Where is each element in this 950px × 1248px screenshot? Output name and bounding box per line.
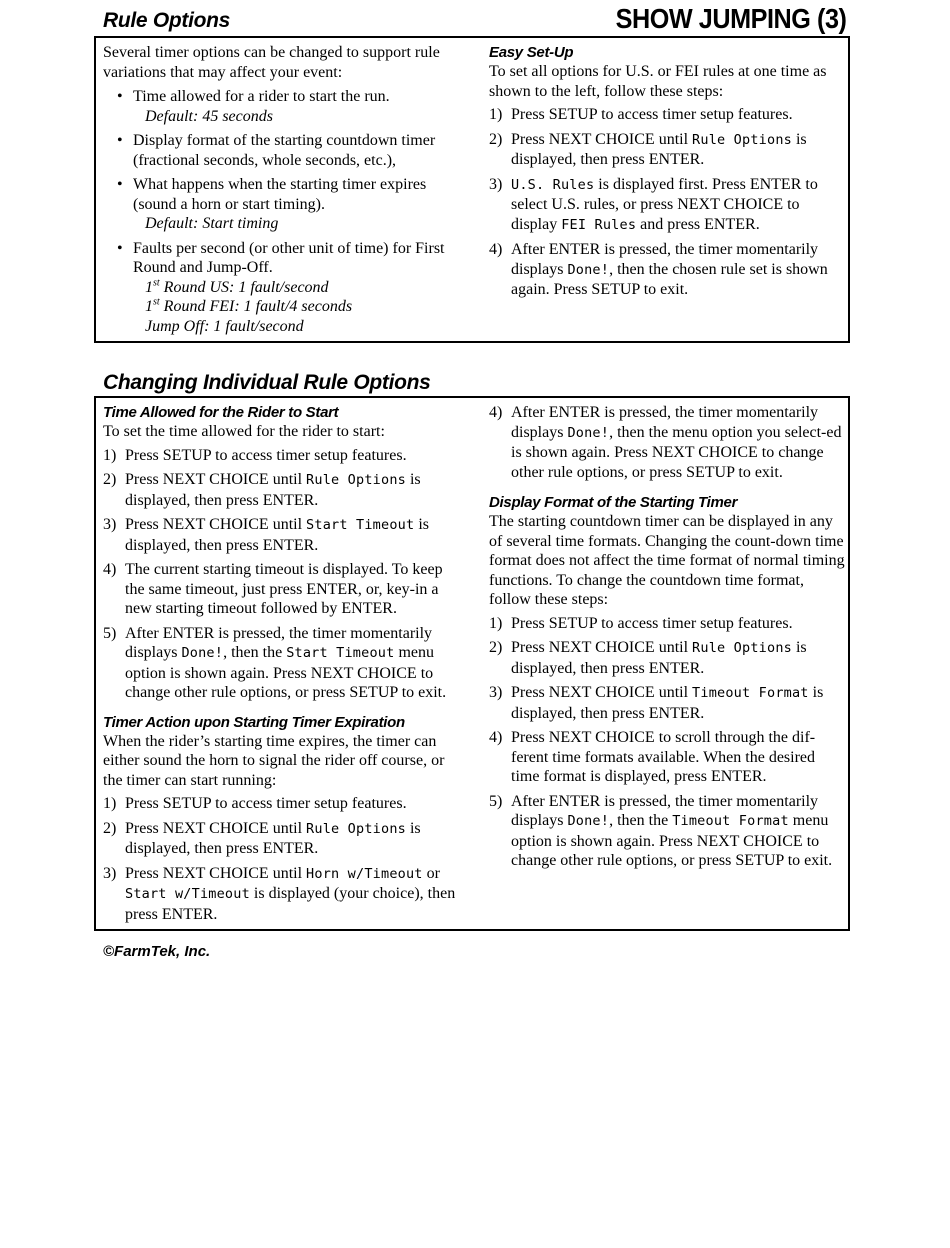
display-format-steps (489, 614, 847, 871)
time-allowed-intro: To set the time allowed for the rider to start: (103, 423, 385, 440)
timer-action-steps (103, 794, 463, 924)
list-item: 3) Press NEXT CHOICE until Horn w/Timeout or Start w/Timeout is displayed (your choice), then press ENTER. (103, 864, 456, 923)
list-item: 4) Press NEXT CHOICE to scroll through the dif-ferent time formats available. When the desired time format is displayed, press ENTER. (489, 729, 816, 785)
timer-action-title: Timer Action upon Starting Timer Expiration (103, 713, 405, 731)
default-value: 1st Round FEI: 1 fault/4 seconds (145, 296, 353, 315)
list-item: 1) Press SETUP to access timer setup features. (489, 614, 793, 632)
list-item: 2) Press NEXT CHOICE until Rule Options is displayed, then press ENTER. (103, 471, 421, 509)
list-item: 4) After ENTER is pressed, the timer momentarily displays Done!, then the chosen rule set is shown again. Press SETUP to exit. (489, 241, 828, 298)
rule-options-left-column (103, 43, 465, 341)
list-item: 5) After ENTER is pressed, the timer momentarily displays Done!, then the Timeout Format menu option is shown again. Press NEXT CHOICE to change other rule options, or press SETUP to exit. (489, 792, 833, 869)
list-item: 5) After ENTER is pressed, the timer momentarily displays Done!, then the Start Timeout menu option is shown again. Press NEXT CHOICE to change other rule options, or press SETUP to exit. (103, 624, 447, 701)
lcd-text: Rule Options (692, 131, 792, 148)
easy-setup-column (489, 43, 844, 305)
list-item: 2) Press NEXT CHOICE until Rule Options is displayed, then press ENTER. (103, 819, 421, 857)
time-allowed-steps (103, 446, 463, 703)
lcd-text: FEI Rules (561, 216, 637, 233)
list-item: • Display format of the starting countdown timer (fractional seconds, whole seconds, etc.), (117, 131, 465, 170)
display-format-title: Display Format of the Starting Timer (489, 494, 738, 511)
list-item: 3) Press NEXT CHOICE until Timeout Format is displayed, then press ENTER. (489, 684, 824, 722)
changing-left-column (103, 403, 463, 929)
list-item: 1) Press SETUP to access timer setup features. (103, 795, 407, 812)
easy-setup-title: Easy Set-Up (489, 44, 574, 61)
chapter-title: SHOW JUMPING (3) (615, 3, 846, 34)
lcd-text: Start w/Timeout (125, 886, 250, 902)
lcd-text: Done! (567, 424, 610, 441)
list-item: 3) U.S. Rules is displayed first. Press ENTER to select U.S. rules, or press NEXT CHOICE to display FEI Rules and press ENTER. (489, 175, 818, 233)
list-item: • Time allowed for a rider to start the run. Default: 45 seconds (117, 87, 465, 126)
display-format-intro: The starting countdown timer can be displayed in any of several time formats. Changing the count-down time format does not affect the time format of normal timing functions. To change the countdown time format, follow these steps: (489, 513, 845, 608)
list-item: 2) Press NEXT CHOICE until Rule Options is displayed, then press ENTER. (489, 130, 807, 168)
lcd-text: Rule Options (306, 472, 406, 488)
lcd-text: Timeout Format (692, 685, 809, 701)
list-item: 4) The current starting timeout is displayed. To keep the same timeout, just press ENTER, or, key-in a new starting timeout followed by ENTER. (103, 561, 443, 617)
default-value: Jump Off: 1 fault/second (145, 317, 304, 335)
lcd-text: U.S. Rules (511, 176, 595, 193)
lcd-text: Start Timeout (286, 645, 395, 661)
default-value: 1st Round US: 1 fault/second (145, 277, 329, 296)
lcd-text: Done! (567, 261, 610, 278)
rule-options-list (103, 87, 465, 336)
time-allowed-title: Time Allowed for the Rider to Start (103, 404, 339, 421)
lcd-text: Rule Options (306, 820, 406, 837)
changing-right-column (489, 403, 847, 876)
default-value: Default: Start timing (145, 215, 279, 232)
section-title-changing: Changing Individual Rule Options (103, 371, 431, 394)
easy-setup-intro: To set all options for U.S. or FEI rules at one time as shown to the left, follow these steps: (489, 63, 827, 100)
list-item: 3) Press NEXT CHOICE until Start Timeout is displayed, then press ENTER. (103, 516, 429, 554)
timer-action-intro: When the rider’s starting time expires, the timer can either sound the horn to signal the rider off course, or the timer can start running: (103, 732, 445, 789)
timer-action-steps-continued (489, 403, 847, 482)
default-value: Default: 45 seconds (145, 107, 273, 125)
lcd-text: Start Timeout (306, 517, 415, 533)
easy-setup-steps (489, 105, 844, 300)
list-item: • Faults per second (or other unit of time) for First Round and Jump-Off. 1st Round US: 1 fault/second 1st Round FEI: 1 fault/4 seconds Jump Off: 1 fault/second (117, 239, 465, 337)
list-item: 1) Press SETUP to access timer setup features. (103, 446, 407, 464)
list-item: 2) Press NEXT CHOICE until Rule Options is displayed, then press ENTER. (489, 639, 807, 677)
list-item: • What happens when the starting timer expires (sound a horn or start timing). Default: Start timing (117, 175, 465, 234)
lcd-text: Done! (567, 813, 610, 829)
section-title-rule-options: Rule Options (103, 9, 231, 32)
list-item: 4) After ENTER is pressed, the timer momentarily displays Done!, then the menu option you select-ed is shown again. Press NEXT CHOICE to change other rule options, or press SETUP to exit. (489, 404, 842, 481)
rule-options-intro: Several timer options can be changed to support rule variations that may affect your event: (103, 44, 440, 81)
lcd-text: Rule Options (692, 640, 792, 656)
copyright-footer: ©FarmTek, Inc. (103, 943, 211, 960)
lcd-text: Horn w/Timeout (306, 865, 423, 882)
list-item: 1) Press SETUP to access timer setup features. (489, 106, 793, 123)
lcd-text: Done! (181, 645, 224, 661)
lcd-text: Timeout Format (672, 813, 789, 829)
